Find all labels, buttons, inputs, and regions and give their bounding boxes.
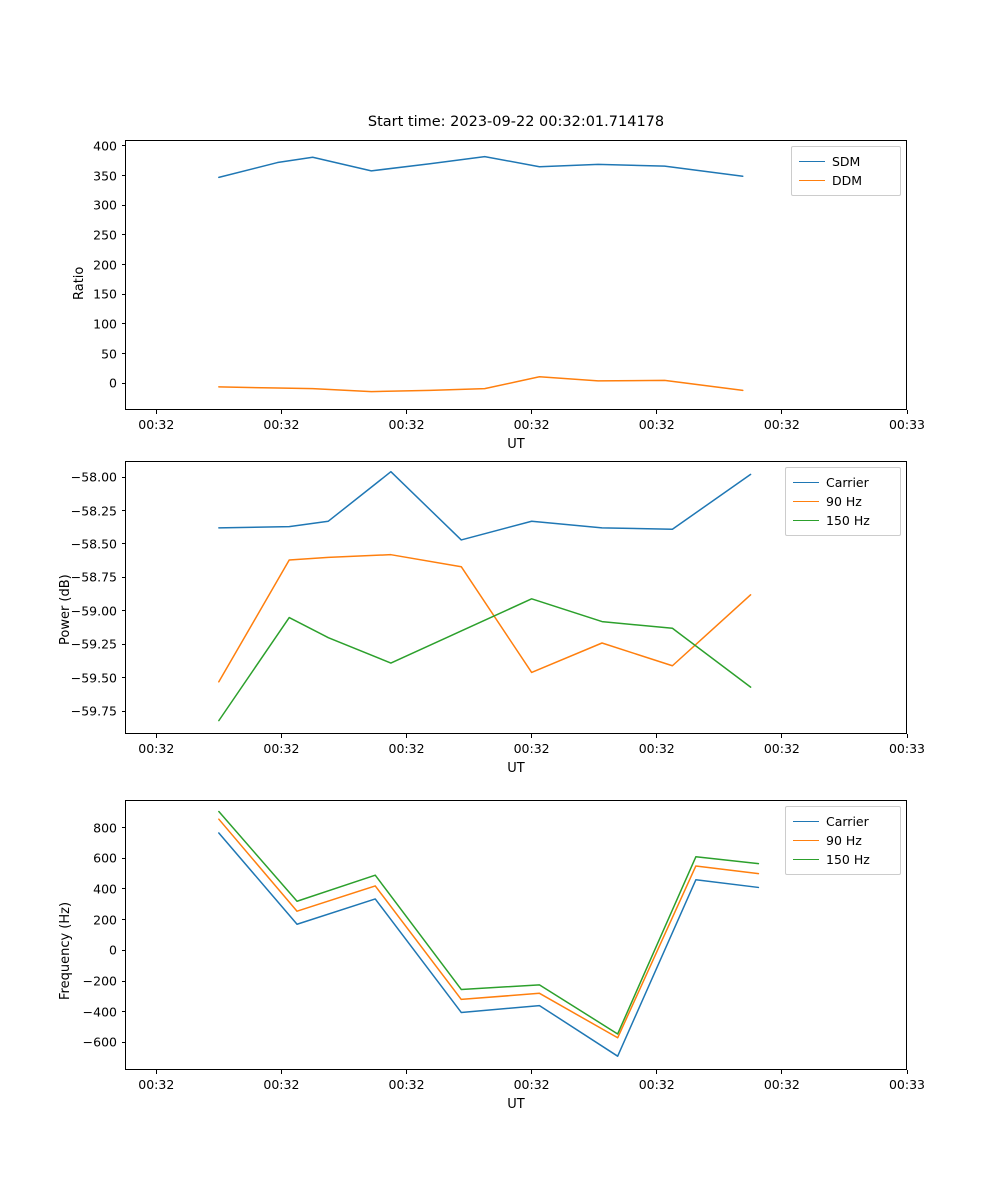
legend-item[interactable] — [793, 812, 893, 831]
y-tick-label: 350 — [93, 168, 117, 184]
legend-swatch-carrier — [793, 821, 819, 822]
legend-label-carrier: Carrier — [826, 475, 869, 490]
y-tick-label: 250 — [93, 227, 117, 243]
y-tick-label: 0 — [109, 942, 117, 958]
y-tick-label: 50 — [101, 346, 117, 362]
x-tick-label: 00:32 — [263, 1077, 300, 1092]
y-tick-mark — [122, 577, 126, 578]
legend-item[interactable] — [793, 492, 893, 511]
legend-swatch-sdm — [799, 161, 825, 162]
legend-power[interactable] — [785, 467, 901, 536]
x-tick-label: 00:32 — [138, 741, 175, 756]
y-tick-label: 200 — [93, 257, 117, 273]
x-tick-mark — [406, 1070, 407, 1074]
y-tick-mark — [122, 1042, 126, 1043]
y-tick-mark — [122, 510, 126, 511]
y-tick-mark — [122, 858, 126, 859]
y-tick-mark — [122, 264, 126, 265]
series-line — [219, 377, 743, 392]
panel-frequency — [125, 800, 907, 1070]
x-tick-mark — [406, 410, 407, 414]
legend-label-150hz: 150 Hz — [826, 852, 870, 867]
x-tick-label: 00:32 — [638, 417, 675, 432]
legend-item[interactable] — [793, 511, 893, 530]
x-tick-label: 00:32 — [138, 1077, 175, 1092]
y-tick-label: −59.00 — [70, 603, 117, 619]
series-line — [219, 472, 751, 540]
legend-item[interactable] — [793, 850, 893, 869]
y-tick-label: −59.75 — [70, 703, 117, 719]
y-tick-mark — [122, 610, 126, 611]
y-tick-mark — [122, 234, 126, 235]
x-tick-mark — [531, 410, 532, 414]
y-tick-mark — [122, 543, 126, 544]
panel-power — [125, 461, 907, 734]
x-tick-label: 00:32 — [388, 1077, 425, 1092]
x-tick-label: 00:32 — [763, 741, 800, 756]
series-line — [219, 599, 751, 721]
y-tick-mark — [122, 981, 126, 982]
legend-swatch-ddm — [799, 180, 825, 181]
legend-label-sdm: SDM — [832, 154, 861, 169]
x-tick-label: 00:32 — [263, 417, 300, 432]
panel-ratio — [125, 114, 907, 410]
y-tick-label: −600 — [82, 1034, 117, 1050]
x-tick-mark — [907, 410, 908, 414]
y-tick-label: 600 — [93, 850, 117, 866]
y-axis-label-frequency: Frequency (Hz) — [58, 901, 73, 1000]
x-tick-mark — [656, 410, 657, 414]
y-tick-label: 300 — [93, 197, 117, 213]
series-line — [219, 555, 751, 682]
x-tick-label: 00:32 — [388, 741, 425, 756]
y-tick-label: −200 — [82, 973, 117, 989]
legend-label-carrier: Carrier — [826, 814, 869, 829]
y-tick-mark — [122, 919, 126, 920]
legend-label-ddm: DDM — [832, 173, 863, 188]
legend-label-150hz: 150 Hz — [826, 513, 870, 528]
y-tick-mark — [122, 1011, 126, 1012]
legend-label-90hz: 90 Hz — [826, 833, 862, 848]
y-tick-label: 200 — [93, 912, 117, 928]
x-tick-mark — [656, 1070, 657, 1074]
x-tick-label: 00:32 — [763, 1077, 800, 1092]
legend-ratio[interactable] — [791, 146, 901, 196]
y-tick-mark — [122, 827, 126, 828]
y-tick-label: −58.75 — [70, 569, 117, 585]
y-tick-mark — [122, 145, 126, 146]
x-tick-mark — [281, 734, 282, 738]
y-tick-label: −400 — [82, 1004, 117, 1020]
y-tick-label: −58.25 — [70, 503, 117, 518]
legend-frequency[interactable] — [785, 806, 901, 875]
x-axis-label-power: UT — [507, 761, 525, 776]
y-tick-mark — [122, 711, 126, 712]
y-tick-label: 150 — [93, 286, 117, 302]
x-tick-label: 00:33 — [888, 417, 926, 432]
series-line — [219, 833, 759, 1056]
x-tick-mark — [281, 1070, 282, 1074]
x-tick-label: 00:32 — [513, 1077, 550, 1092]
legend-item[interactable] — [793, 831, 893, 850]
series-line — [219, 157, 743, 178]
x-tick-label: 00:33 — [888, 1077, 926, 1092]
x-tick-mark — [907, 1070, 908, 1074]
y-tick-mark — [122, 644, 126, 645]
x-tick-label: 00:32 — [388, 417, 425, 432]
y-tick-mark — [122, 888, 126, 889]
y-tick-label: 0 — [109, 375, 117, 391]
y-tick-mark — [122, 205, 126, 206]
y-tick-mark — [122, 950, 126, 951]
y-tick-label: 800 — [93, 820, 117, 836]
x-tick-mark — [656, 734, 657, 738]
x-tick-label: 00:32 — [638, 1077, 675, 1092]
page-title: Start time: 2023-09-22 00:32:01.714178 — [367, 114, 665, 130]
x-tick-mark — [531, 1070, 532, 1074]
y-tick-label: 100 — [93, 316, 117, 332]
y-tick-label: −59.25 — [70, 636, 117, 652]
x-tick-mark — [531, 734, 532, 738]
legend-label-90hz: 90 Hz — [826, 494, 862, 509]
y-tick-mark — [122, 175, 126, 176]
x-tick-mark — [156, 1070, 157, 1074]
x-tick-label: 00:32 — [513, 741, 550, 756]
y-tick-label: 400 — [93, 881, 117, 897]
x-tick-label: 00:32 — [513, 417, 550, 432]
y-tick-mark — [122, 677, 126, 678]
y-tick-label: −58.00 — [70, 469, 117, 485]
x-tick-mark — [781, 734, 782, 738]
x-tick-label: 00:33 — [888, 741, 926, 756]
x-tick-mark — [156, 734, 157, 738]
x-tick-mark — [281, 410, 282, 414]
x-tick-mark — [406, 734, 407, 738]
x-tick-mark — [781, 1070, 782, 1074]
x-tick-mark — [781, 410, 782, 414]
y-tick-label: −59.50 — [70, 670, 117, 686]
legend-item[interactable] — [799, 171, 893, 190]
series-line — [219, 819, 759, 1038]
x-tick-label: 00:32 — [638, 741, 675, 756]
y-axis-label-ratio: Ratio — [72, 266, 87, 300]
x-tick-label: 00:32 — [763, 417, 800, 432]
y-tick-label: −58.50 — [70, 536, 117, 552]
x-tick-label: 00:32 — [138, 417, 175, 432]
y-tick-label: 400 — [93, 138, 117, 154]
x-tick-mark — [907, 734, 908, 738]
x-tick-mark — [156, 410, 157, 414]
legend-item[interactable] — [799, 152, 893, 171]
legend-swatch-150hz — [793, 859, 819, 860]
legend-swatch-150hz — [793, 520, 819, 521]
x-tick-label: 00:32 — [263, 741, 300, 756]
y-tick-mark — [122, 323, 126, 324]
x-axis-label-frequency: UT — [507, 1097, 525, 1112]
legend-swatch-90hz — [793, 501, 819, 502]
legend-item[interactable] — [793, 473, 893, 492]
legend-swatch-90hz — [793, 840, 819, 841]
y-axis-label-power: Power (dB) — [58, 574, 73, 645]
y-tick-mark — [122, 477, 126, 478]
legend-swatch-carrier — [793, 482, 819, 483]
x-axis-label-ratio: UT — [507, 437, 525, 452]
plot-area-ratio — [125, 140, 907, 410]
y-tick-mark — [122, 353, 126, 354]
y-tick-mark — [122, 294, 126, 295]
y-tick-mark — [122, 383, 126, 384]
